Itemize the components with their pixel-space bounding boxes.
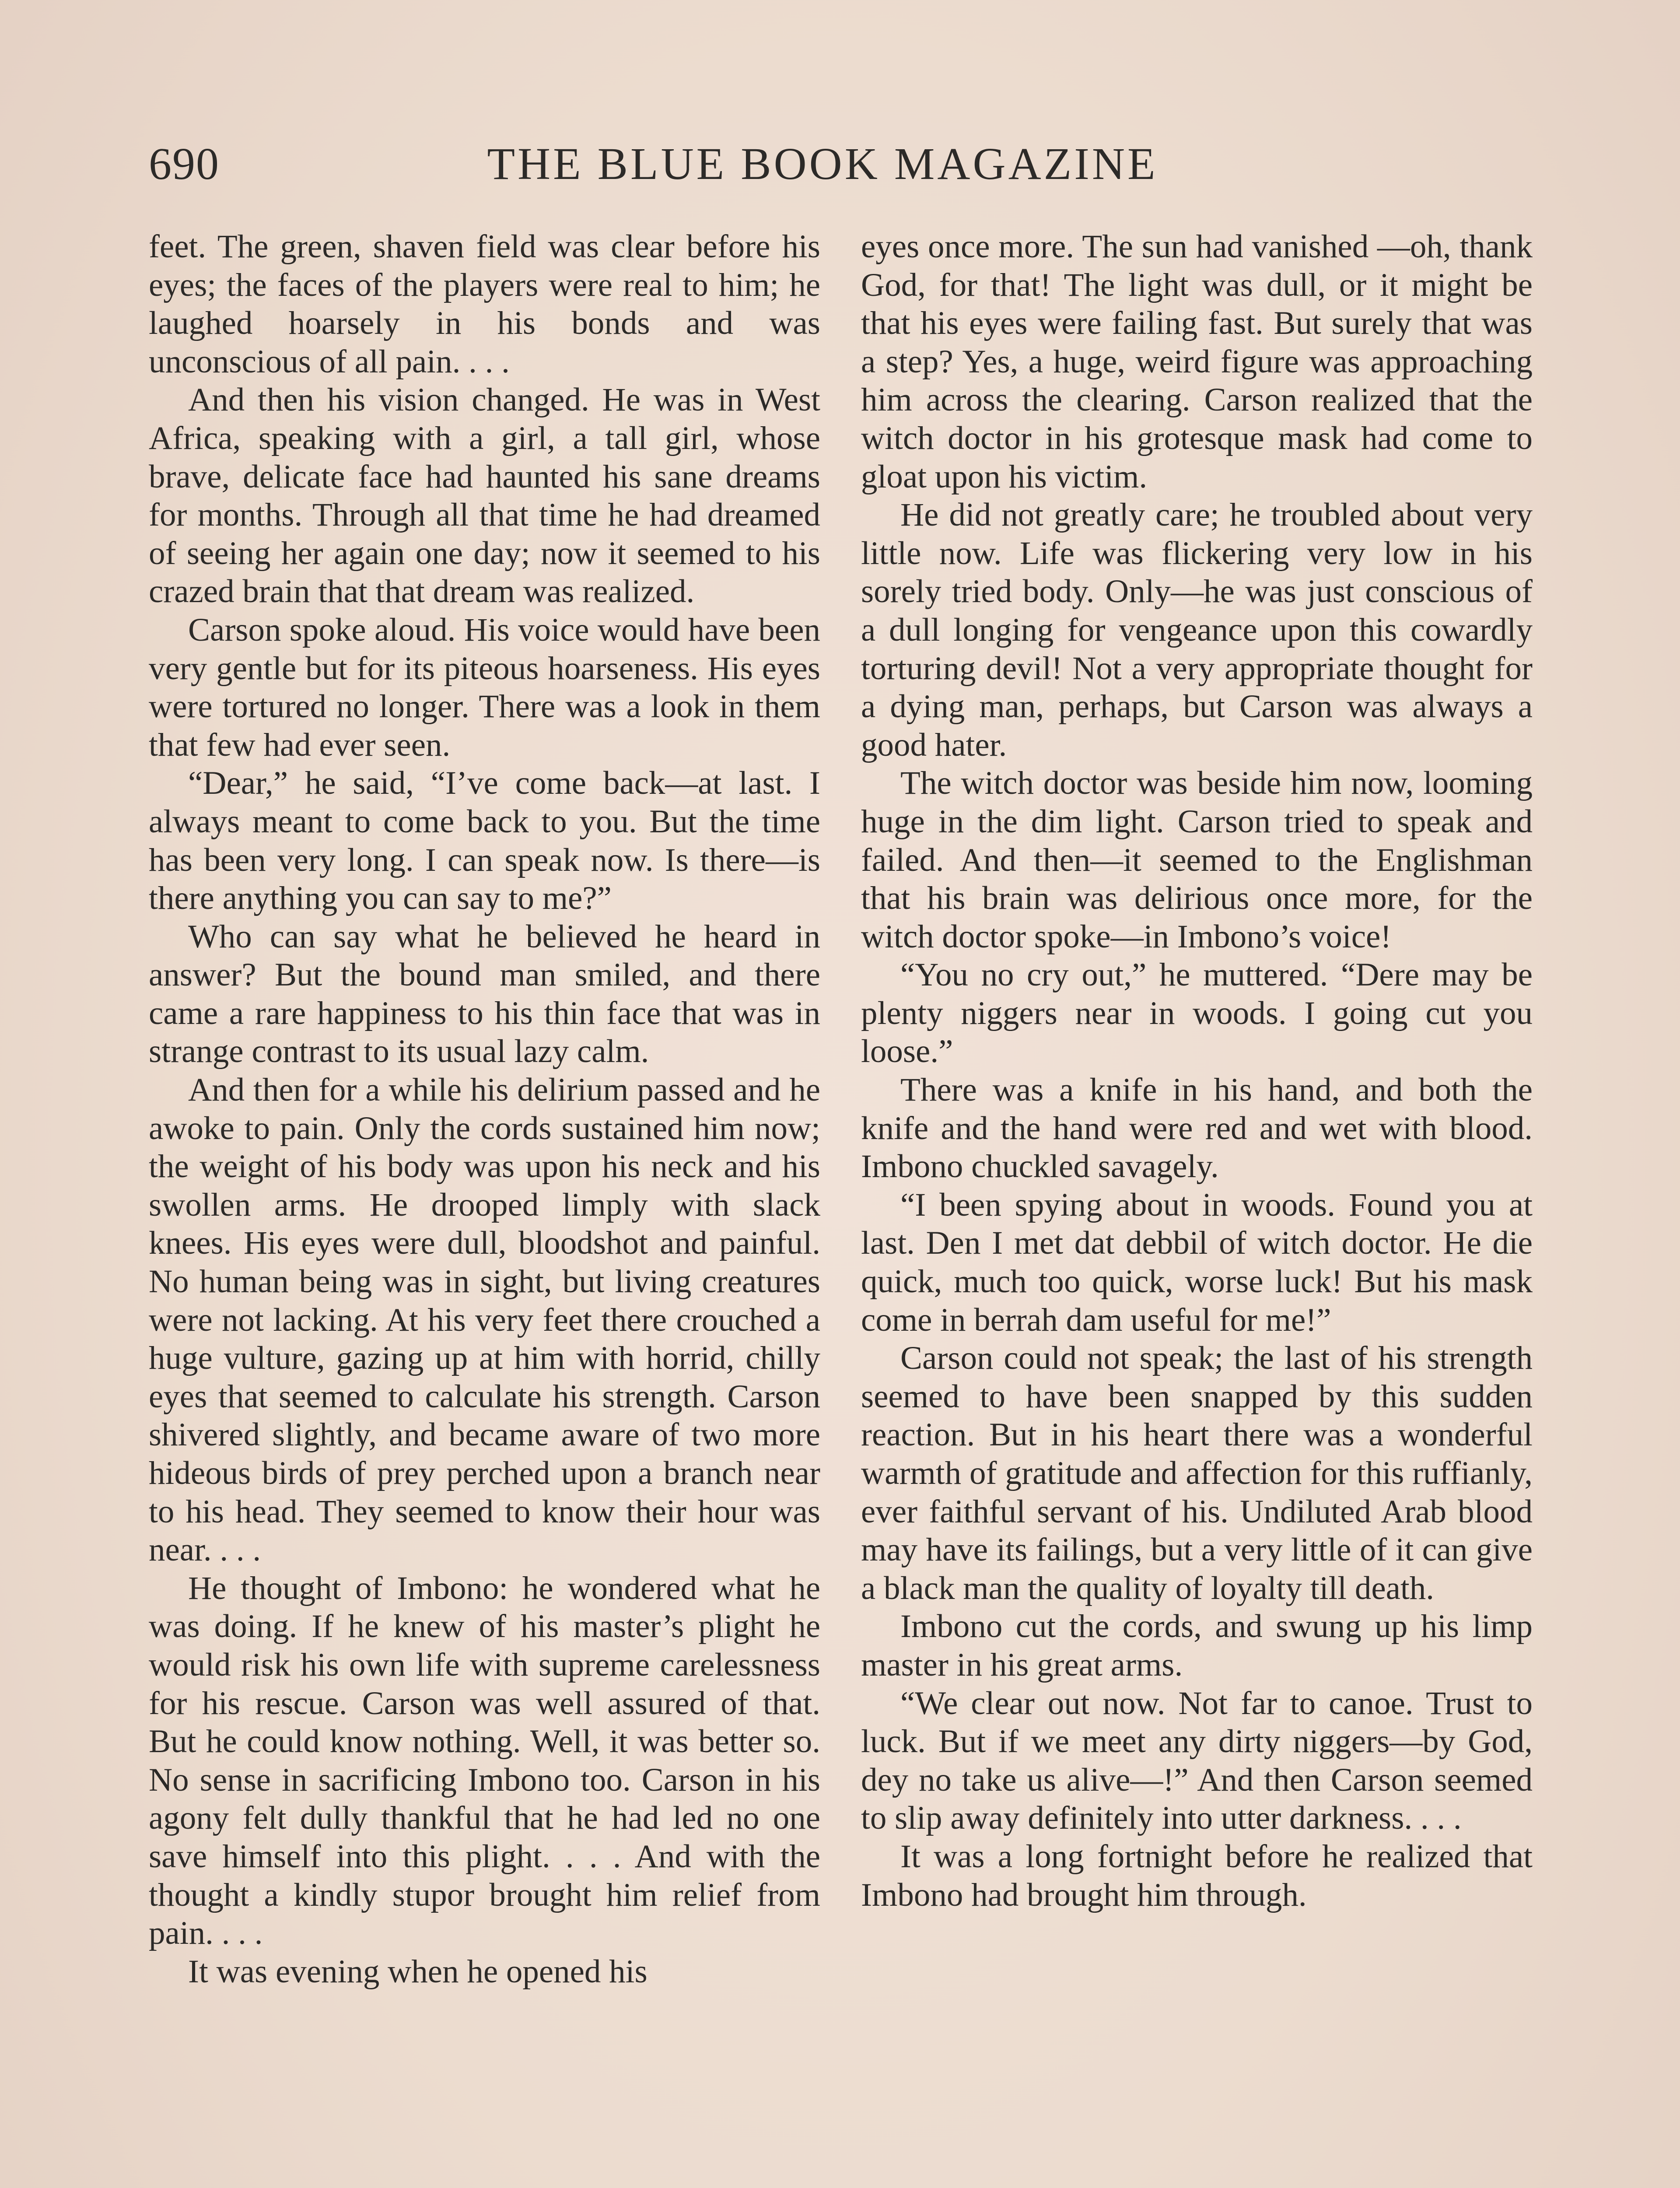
paragraph: And then for a while his delirium passed and he awoke to pain. Only the cords sustained him now; the weight of his body was upon his neck and his swollen arms. He drooped limply with slack knees. His eyes were dull, bloodshot and painful. No human being was in sight, but living creatures were not lacking. At his very feet there crouched a huge vulture, gazing up at him with horrid, chilly eyes that seemed to calculate his strength. Carson shivered slightly, and became aware of two more hideous birds of prey perched upon a branch near to his head. They seemed to know their hour was near. . . . [149, 1072, 820, 1568]
paragraph: Who can say what he believed he heard in answer? But the bound man smiled, and there came a rare happiness to his thin face that was in strange contrast to its usual lazy calm. [149, 918, 820, 1070]
paragraph: He thought of Imbono: he wondered what he was doing. If he knew of his master’s plight he would risk his own life with supreme carelessness for his rescue. Carson was well assured of that. But he could know nothing. Well, it was better so. No sense in sacrificing Imbono too. Carson in his agony felt dully thankful that he had led no one save himself into this plight. . . . And with the thought a kindly stupor brought him relief from pain. . . . [149, 1570, 820, 1952]
paragraph: It was a long fortnight before he realized that Imbono had brought him through. [861, 1838, 1533, 1913]
paragraph: And then his vision changed. He was in West Africa, speaking with a girl, a tall girl, whose brave, delicate face had haunted his sane dreams for months. Through all that time he had dreamed of seeing her again one day; now it seemed to his crazed brain that that dream was realized. [149, 382, 820, 610]
paragraph: “You no cry out,” he muttered. “Dere may be plenty niggers near in woods. I going cut you loose.” [861, 957, 1533, 1070]
running-title: THE BLUE BOOK MAGAZINE [487, 139, 1158, 189]
paragraph: eyes once more. The sun had vanished —oh, thank God, for that! The light was dull, or it might be that his eyes were failing fast. But surely that was a step? Yes, a huge, weird figure was approaching him across the clearing. Carson realized that the witch doctor in his grotesque mask had come to gloat upon his victim. [861, 228, 1533, 495]
paragraph: It was evening when he opened his [188, 1953, 648, 1990]
paragraph: Carson could not speak; the last of his strength seemed to have been snapped by this sudden reaction. But in his heart there was a wonderful warmth of gratitude and affection for this ruffianly, ever faithful servant of his. Undiluted Arab blood may have its failings, but a very little of it can give a black man the quality of loyalty till death. [861, 1340, 1533, 1606]
paragraph: “I been spying about in woods. Found you at last. Den I met dat debbil of witch doctor. He die quick, much too quick, worse luck! But his mask come in berrah dam useful for me!” [861, 1186, 1533, 1338]
page-number: 690 [149, 139, 220, 189]
paragraph: “We clear out now. Not far to canoe. Trust to luck. But if we meet any dirty niggers—by God, dey no take us alive—!” And then Carson seemed to slip away definitely into utter darkness. . . . [861, 1685, 1533, 1837]
right-column [861, 228, 1533, 1914]
paragraph: “Dear,” he said, “I’ve come back—at last. I always meant to come back to you. But the time has been very long. I can speak now. Is there—is there anything you can say to me?” [149, 765, 820, 917]
paragraph: He did not greatly care; he troubled about very little now. Life was flickering very low in his sorely tried body. Only—he was just conscious of a dull longing for vengeance upon this cowardly torturing devil! Not a very appropriate thought for a dying man, perhaps, but Carson was always a good hater. [861, 497, 1533, 763]
paragraph: Carson spoke aloud. His voice would have been very gentle but for its piteous hoarseness. His eyes were tortured no longer. There was a look in them that few had ever seen. [149, 611, 820, 763]
paragraph: Imbono cut the cords, and swung up his limp master in his great arms. [861, 1608, 1533, 1683]
paragraph: The witch doctor was beside him now, looming huge in the dim light. Carson tried to speak and failed. And then—it seemed to the Englishman that his brain was delirious once more, for the witch doctor spoke—in Imbono’s voice! [861, 765, 1533, 955]
page-header [144, 131, 1540, 197]
paragraph: There was a knife in his hand, and both the knife and the hand were red and wet with blood. Imbono chuckled savagely. [861, 1072, 1533, 1185]
paragraph: feet. The green, shaven field was clear before his eyes; the faces of the players were real to him; he laughed hoarsely in his bonds and was unconscious of all pain. . . . [149, 228, 820, 380]
left-column [149, 228, 820, 1991]
